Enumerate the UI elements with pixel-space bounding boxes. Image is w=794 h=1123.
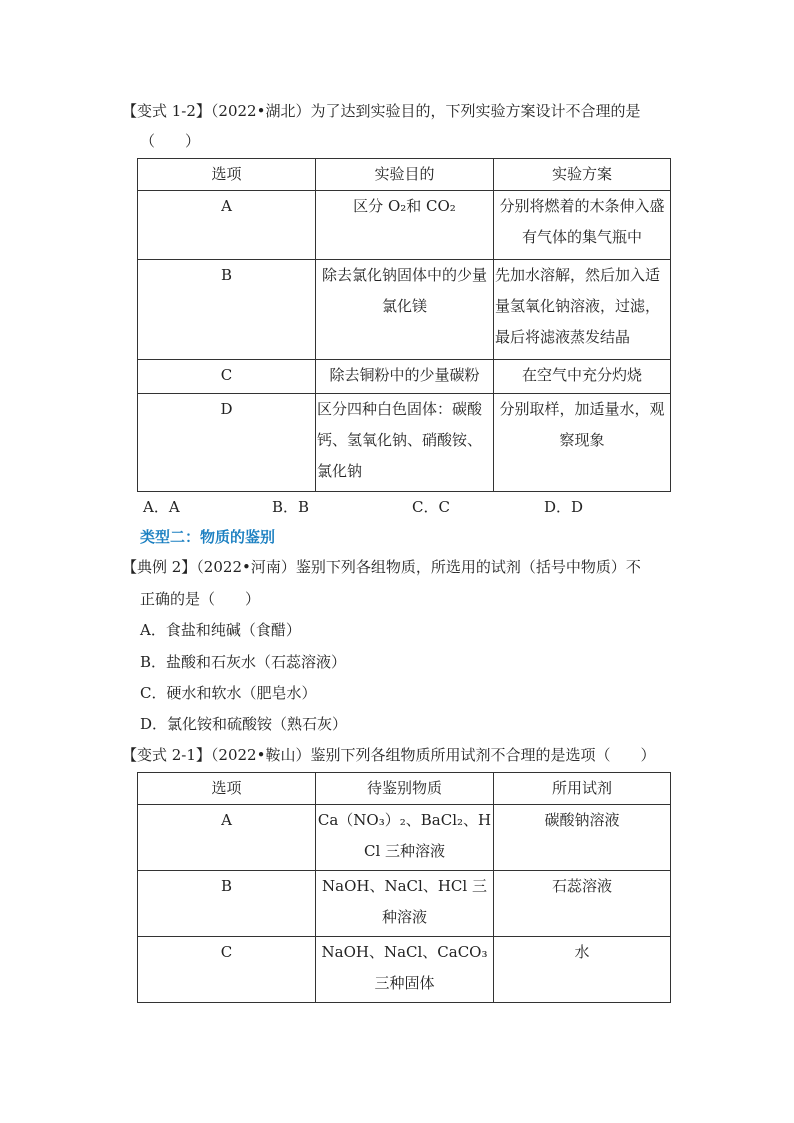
cell-substances: Ca（NO₃）₂、BaCl₂、HCl 三种溶液 [316, 805, 494, 871]
cell-purpose: 除去氯化钠固体中的少量氯化镁 [316, 260, 494, 360]
question-1-2-intro: 【变式 1-2】（2022•湖北）为了达到实验目的，下列实验方案设计不合理的是 [122, 102, 641, 120]
table-header-row [138, 773, 671, 805]
example-2-option-c[interactable]: C．硬水和软水（肥皂水） [140, 684, 317, 702]
header-substances: 待鉴别物质 [316, 773, 494, 805]
cell-plan: 分别取样，加适量水，观察现象 [494, 394, 671, 492]
answer-option-b[interactable]: B．B [272, 498, 310, 516]
cell-option: C [138, 360, 316, 394]
answer-option-d[interactable]: D．D [544, 498, 584, 516]
example-2-option-d[interactable]: D．氯化铵和硫酸铵（熟石灰） [140, 715, 348, 733]
header-plan: 实验方案 [494, 159, 671, 191]
section-heading: 类型二：物质的鉴别 [140, 528, 276, 546]
table-1-2 [137, 158, 671, 492]
cell-option: A [138, 191, 316, 260]
table-2-1 [137, 772, 671, 1003]
answer-option-a[interactable]: A．A [143, 498, 180, 516]
cell-option: D [138, 394, 316, 492]
example-2-option-b[interactable]: B．盐酸和石灰水（石蕊溶液） [140, 653, 347, 671]
cell-option: A [138, 805, 316, 871]
table-row [138, 394, 671, 492]
question-1-2-answer-bracket: （ ） [140, 132, 201, 150]
table-row [138, 191, 671, 260]
header-option: 选项 [138, 159, 316, 191]
table-row [138, 805, 671, 871]
cell-reagent: 水 [494, 937, 671, 1003]
cell-plan: 分别将燃着的木条伸入盛有气体的集气瓶中 [494, 191, 671, 260]
cell-option: B [138, 260, 316, 360]
cell-plan: 先加水溶解，然后加入适量氢氧化钠溶液，过滤，最后将滤液蒸发结晶 [494, 260, 671, 360]
example-2-option-a[interactable]: A．食盐和纯碱（食醋） [140, 621, 301, 639]
table-row [138, 937, 671, 1003]
table-row [138, 260, 671, 360]
header-reagent: 所用试剂 [494, 773, 671, 805]
cell-purpose: 区分四种白色固体：碳酸钙、氢氧化钠、硝酸铵、氯化钠 [316, 394, 494, 492]
answer-option-c[interactable]: C．C [412, 498, 450, 516]
example-2-intro: 【典例 2】（2022•河南）鉴别下列各组物质，所选用的试剂（括号中物质）不 [122, 558, 641, 576]
example-2-intro-cont: 正确的是（ ） [140, 590, 261, 608]
table-row [138, 871, 671, 937]
cell-option: B [138, 871, 316, 937]
cell-purpose: 区分 O₂和 CO₂ [316, 191, 494, 260]
cell-reagent: 石蕊溶液 [494, 871, 671, 937]
cell-substances: NaOH、NaCl、CaCO₃三种固体 [316, 937, 494, 1003]
cell-option: C [138, 937, 316, 1003]
table-row [138, 360, 671, 394]
cell-reagent: 碳酸钠溶液 [494, 805, 671, 871]
table-header-row [138, 159, 671, 191]
cell-plan: 在空气中充分灼烧 [494, 360, 671, 394]
header-purpose: 实验目的 [316, 159, 494, 191]
cell-purpose: 除去铜粉中的少量碳粉 [316, 360, 494, 394]
question-2-1-intro: 【变式 2-1】（2022•鞍山）鉴别下列各组物质所用试剂不合理的是选项（ ） [122, 746, 656, 764]
cell-substances: NaOH、NaCl、HCl 三种溶液 [316, 871, 494, 937]
header-option: 选项 [138, 773, 316, 805]
